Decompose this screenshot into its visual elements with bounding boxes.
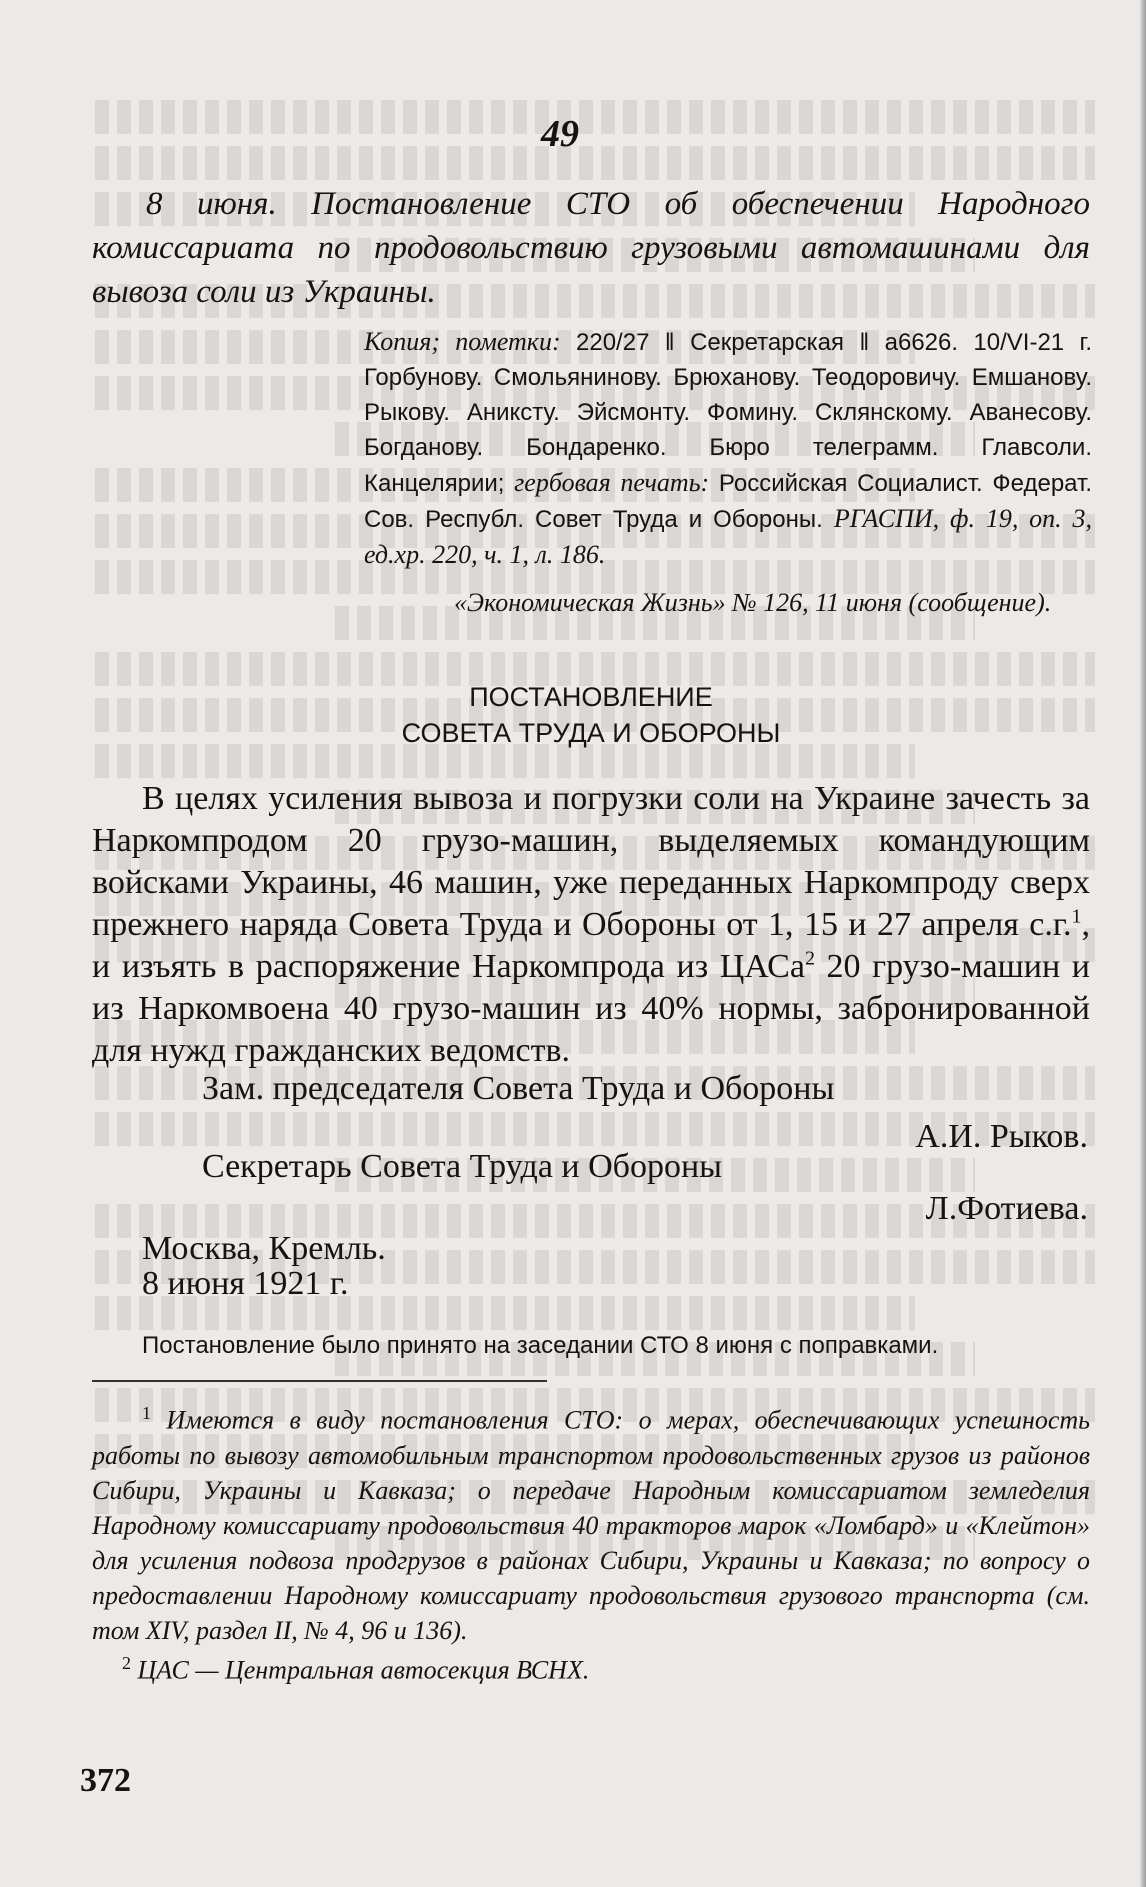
footnote-1 xyxy=(92,1396,1090,1648)
deputy-title: Зам. председателя Совета Труда и Обороны xyxy=(202,1070,835,1107)
footnote-1-text: Имеются в виду постановления СТО: о мерах, обеспечивающих успешность работы по вывозу автомобильным транспортом продовольственных грузов из районов Сибири, Украины и Кавказа; о передаче Народным комиссариатом земледелия Народному комиссариату продовольствия 40 тракторов марок «Ломбард» и «Клейтон» для усиления подвоза продгрузов в районах Сибири, Украины и Кавказа; по вопросу о предоставлении Народному комиссариату продовольствия грузового транспорта (см. том XIV, раздел II, № 4, 96 и 136). xyxy=(92,1405,1091,1645)
archive-text: 220/27 ‖ Секретарская ‖ a6626. 10/VI-21 г. Горбунову. Смольянинову. Брюханову. Теодоровичу. Емшанову. Рыкову. Аниксту. Эйсмонту. Фомину. Склянскому. Аванесову. Богданову. Бондаренко. Бюро телеграмм. Главсоли. Канцелярии; xyxy=(364,329,1093,497)
footnote-ref-1: 1 xyxy=(1071,905,1082,928)
footnote-2-mark: 2 xyxy=(122,1653,131,1673)
seal-text: Российская Социалист. Федерат. Сов. Республ. Совет Труда и Обороны. xyxy=(364,470,1092,533)
publication-note: «Экономическая Жизнь» № 126, 11 июня (сообщение). xyxy=(454,588,1052,617)
resolution-body xyxy=(92,778,1090,1072)
archive-label: Копия; пометки: xyxy=(364,327,561,356)
page-edge xyxy=(1140,0,1146,1887)
footnote-2 xyxy=(92,1646,1090,1688)
footnote-2-text: ЦАС — Центральная автосекция ВСНХ. xyxy=(137,1655,590,1685)
footnote-ref-2: 2 xyxy=(804,947,815,970)
page-number: 372 xyxy=(80,1762,131,1799)
document-number: 49 xyxy=(541,113,579,155)
footnote-1-mark: 1 xyxy=(142,1403,151,1423)
document-heading: 8 июня. Постановление СТО об обеспечении Народного комиссариата по продовольствию грузовыми автомашинами для вывоза соли из Украины. xyxy=(92,186,1090,310)
place: Москва, Кремль. xyxy=(142,1230,386,1267)
body-part1: В целях усиления вывоза и погрузки соли на Украине зачесть за Наркомпродом 20 грузо-машин, выделяемых командующим войсками Украины, 46 машин, уже переданных Наркомпроду сверх прежнего наряда Совета Труда и Обороны от 1, 15 и 27 апреля с.г. xyxy=(92,780,1090,943)
body-part2: , и изъять в распоряжение Наркомпрода из ЦАСа xyxy=(92,906,1090,985)
adoption-note: Постановление было принято на заседании СТО 8 июня с поправками. xyxy=(142,1332,939,1359)
deputy-name: А.И. Рыков. xyxy=(915,1118,1088,1155)
body-part3: 20 грузо-машин и из Наркомвоена 40 грузо-машин из 40% нормы, забронированной для нужд гражданских ведомств. xyxy=(92,948,1090,1069)
secretary-title: Секретарь Совета Труда и Обороны xyxy=(202,1148,723,1185)
resolution-title-line1: ПОСТАНОВЛЕНИЕ xyxy=(469,682,713,712)
archive-note xyxy=(364,324,1092,573)
date: 8 июня 1921 г. xyxy=(142,1265,349,1302)
secretary-name: Л.Фотиева. xyxy=(925,1190,1088,1227)
archive-reference: РГАСПИ, ф. 19, оп. 3, ед.хр. 220, ч. 1, л. 186. xyxy=(364,504,1093,569)
seal-label: гербовая печать: xyxy=(514,468,710,497)
footnote-divider xyxy=(92,1380,547,1382)
resolution-title-line2: СОВЕТА ТРУДА И ОБОРОНЫ xyxy=(401,718,781,748)
